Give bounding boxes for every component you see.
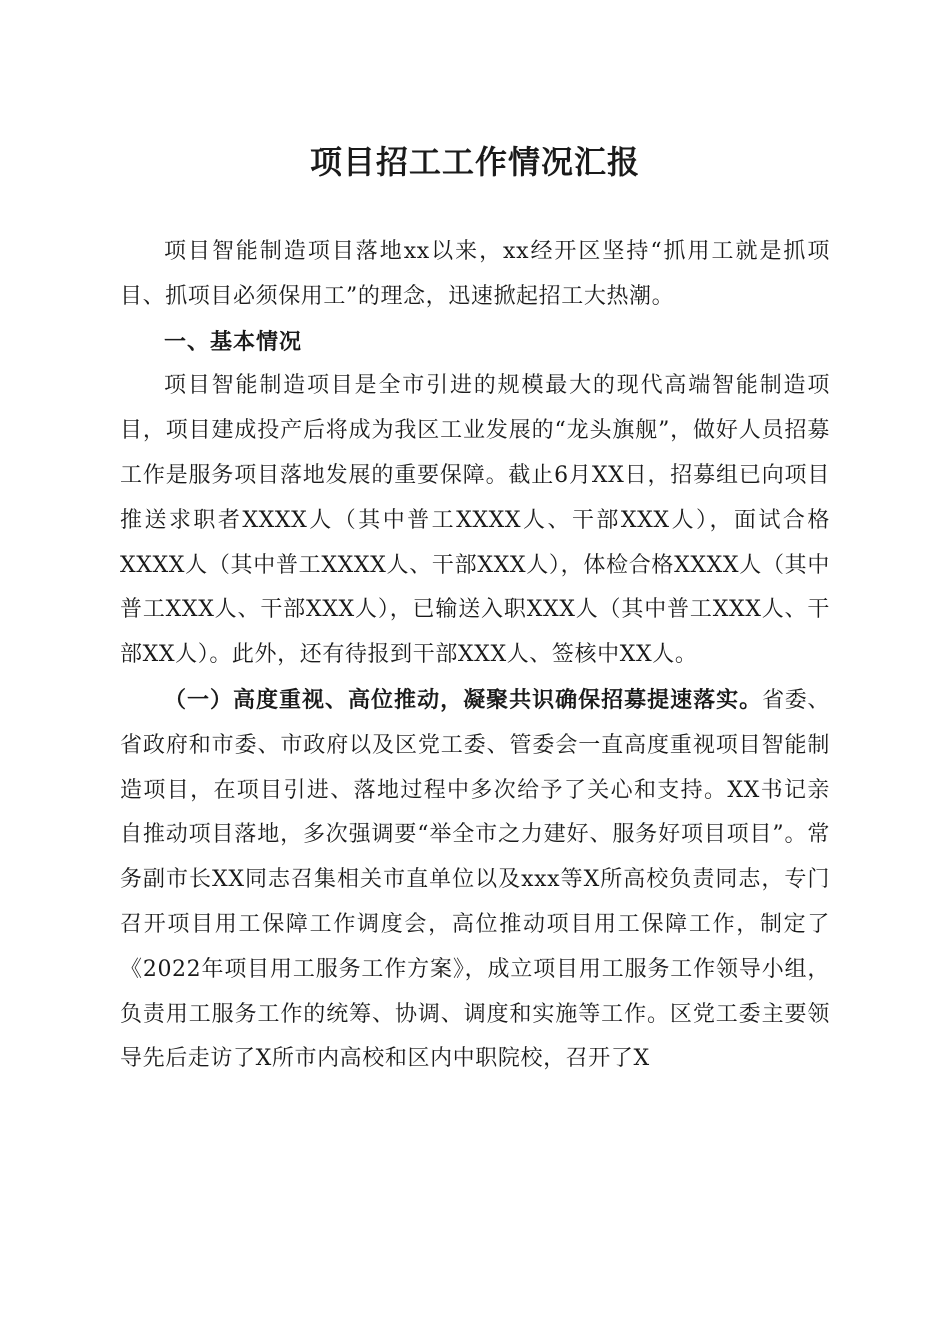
document-title: 项目招工工作情况汇报 [309, 143, 640, 181]
subsection-heading: （一）高度重视、高位推动，凝聚共识确保招募提速落实。 [164, 686, 763, 713]
section-heading-basic-situation: 一、基本情况 [164, 328, 303, 355]
subsection-paragraph [120, 678, 830, 1082]
intro-paragraph: 项目智能制造项目落地xx以来，xx经开区坚持“抓用工就是抓项目、抓项目必须保用工”的理念，迅速掀起招工大热潮。 [120, 239, 830, 309]
basic-situation-paragraph: 项目智能制造项目是全市引进的规模最大的现代高端智能制造项目，项目建成投产后将成为我区工业发展的“龙头旗舰”，做好人员招募工作是服务项目落地发展的重要保障。截止6月XX日，招募组已向项目推送求职者XXXX人（其中普工XXXX人、干部XXX人），面试合格XXXX人（其中普工XXXX人、干部XXX人），体检合格XXXX人（其中普工XXX人、干部XXX人），已输送入职XXX人（其中普工XXX人、干部XX人）。此外，还有待报到干部XXX人、签核中XX人。 [120, 373, 830, 668]
document-body [120, 230, 830, 1082]
subsection-text: 省委、省政府和市委、市政府以及区党工委、管委会一直高度重视项目智能制造项目，在项目引进、落地过程中多次给予了关心和支持。XX书记亲自推动项目落地，多次强调要“举全市之力建好、服务好项目项目”。常务副市长XX同志召集相关市直单位以及xxx等X所高校负责同志，专门召开项目用工保障工作调度会，高位推动项目用工保障工作，制定了《2022年项目用工服务工作方案》，成立项目用工服务工作领导小组，负责用工服务工作的统筹、协调、调度和实施等工作。区党工委主要领导先后走访了X所市内高校和区内中职院校，召开了X [120, 687, 830, 1072]
